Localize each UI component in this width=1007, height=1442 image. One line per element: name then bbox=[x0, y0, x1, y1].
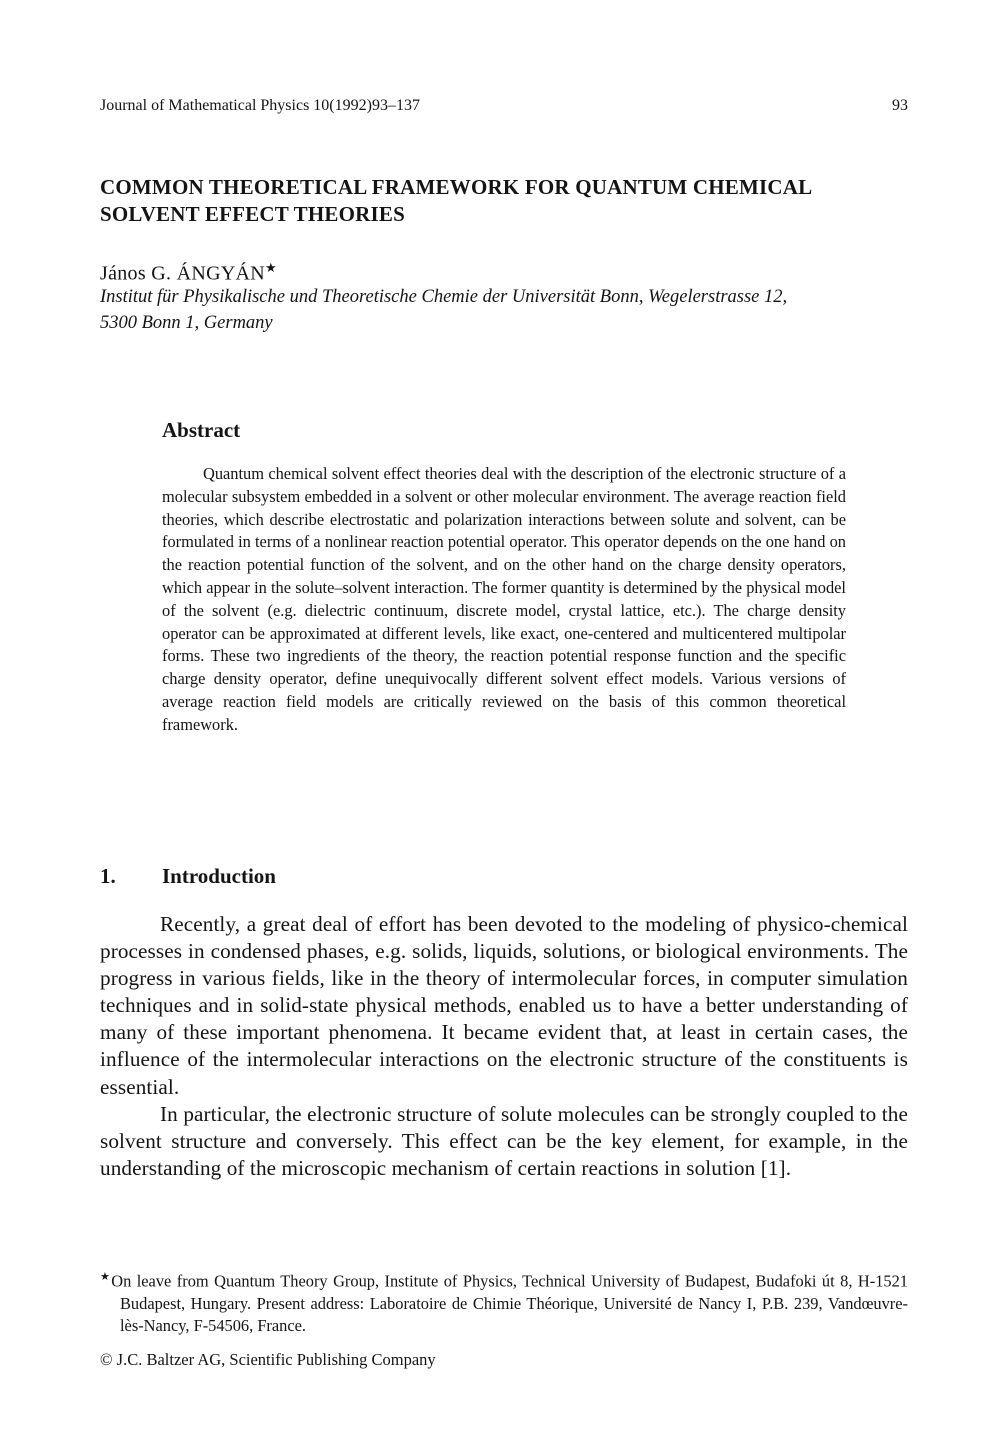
abstract-text: Quantum chemical solvent effect theories deal with the description of the electronic structure of a molecular subsystem embedded in a solvent or other molecular environment. The average reaction field theories, which describe electrostatic and polarization interactions between solute and solvent, can be formulated in terms of a nonlinear reaction potential operator. This operator depends on the one hand on the reaction potential function of the solvent, and on the other hand on the charge density operators, which appear in the solute–solvent interaction. The former quantity is determined by the physical model of the solvent (e.g. dielectric continuum, discrete model, crystal lattice, etc.). The charge density operator can be approximated at different levels, like exact, one-centered and multicentered multipolar forms. These two ingredients of the theory, the reaction potential response function and the specific charge density operator, define unequivocally different solvent effect models. Various versions of average reaction field models are critically reviewed on the basis of this common theoretical framework. bbox=[162, 464, 846, 734]
intro-paragraph-1: Recently, a great deal of effort has been devoted to the modeling of physico-chemical processes in condensed phases, e.g. solids, liquids, solutions, or biological environments. The progress in various fields, like in the theory of intermolecular forces, in computer simulation techniques and in solid-state physical methods, enabled us to have a better understanding of many of these important phenomena. It became evident that, at least in certain cases, the influence of the intermolecular interactions on the electronic structure of the constituents is essential. bbox=[100, 912, 908, 1099]
section-title: Introduction bbox=[162, 864, 276, 888]
section-number: 1. bbox=[100, 864, 116, 888]
section-heading bbox=[100, 863, 276, 889]
footnote bbox=[100, 1266, 908, 1338]
title-line-2: SOLVENT EFFECT THEORIES bbox=[100, 202, 405, 226]
article-title bbox=[100, 174, 920, 228]
page-number: 93 bbox=[892, 97, 908, 114]
affiliation-line-1: Institut für Physikalische und Theoretische Chemie der Universität Bonn, Wegelerstrasse 12, bbox=[100, 287, 788, 307]
author-footnote-mark: ★ bbox=[265, 260, 278, 275]
abstract-heading: Abstract bbox=[162, 418, 241, 442]
running-head bbox=[100, 96, 908, 116]
introduction-body bbox=[100, 911, 908, 1182]
affiliation bbox=[100, 284, 920, 336]
author-name: János G. ÁNGYÁN bbox=[100, 262, 266, 285]
footnote-mark: ★ bbox=[100, 1271, 112, 1283]
journal-citation: Journal of Mathematical Physics 10(1992)93–137 bbox=[100, 97, 420, 114]
affiliation-line-2: 5300 Bonn 1, Germany bbox=[100, 313, 273, 333]
title-line-1: COMMON THEORETICAL FRAMEWORK FOR QUANTUM CHEMICAL bbox=[100, 175, 813, 199]
intro-paragraph-2: In particular, the electronic structure of solute molecules can be strongly coupled to the solvent structure and conversely. This effect can be the key element, for example, in the understanding of the microscopic mechanism of certain reactions in solution [1]. bbox=[100, 1101, 908, 1180]
footnote-text: On leave from Quantum Theory Group, Institute of Physics, Technical University of Budapest, Budafoki út 8, H-1521 Budapest, Hungary. Present address: Laboratoire de Chimie Théorique, Université de Nancy I, P.B. 239, Vandœuvre-lès-Nancy, F-54506, France. bbox=[111, 1271, 908, 1336]
author bbox=[100, 255, 277, 287]
copyright-notice: © J.C. Baltzer AG, Scientific Publishing Company bbox=[100, 1350, 436, 1369]
